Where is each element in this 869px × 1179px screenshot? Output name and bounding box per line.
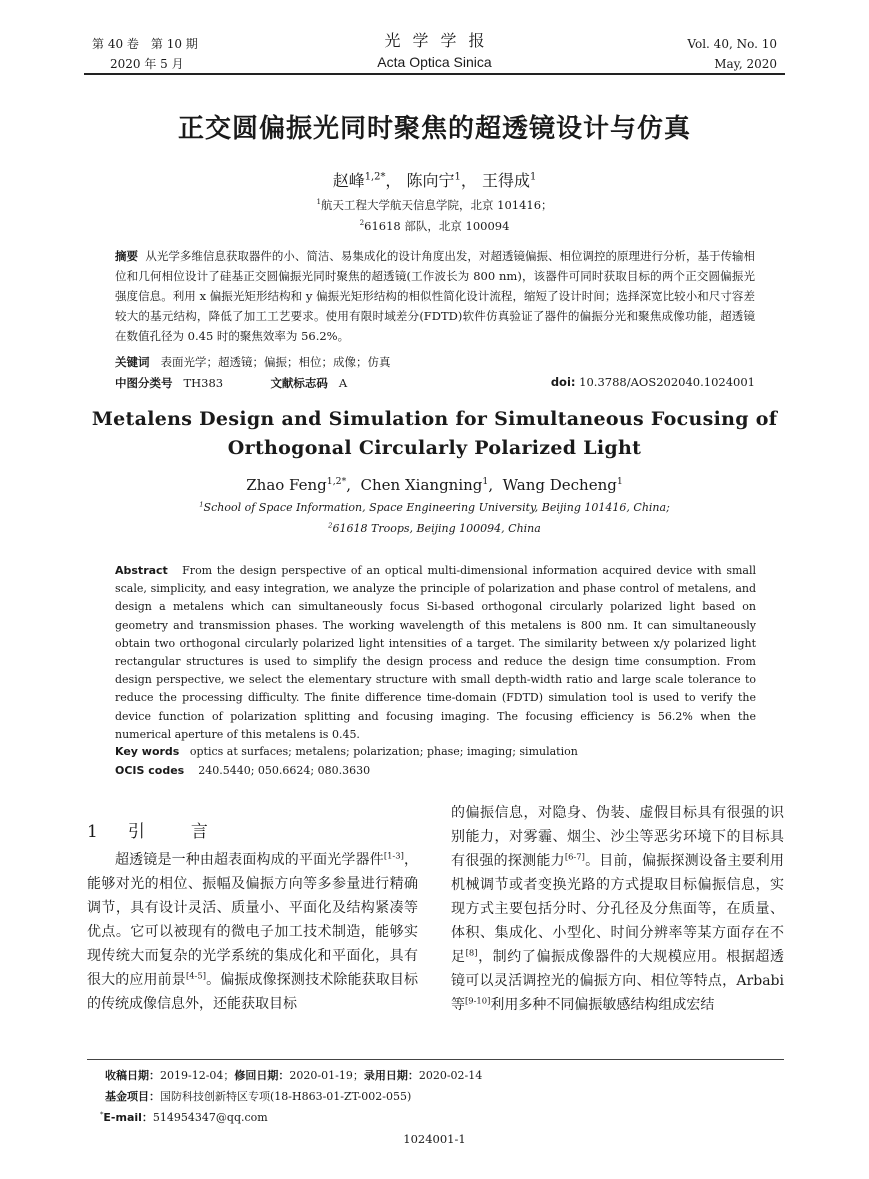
- affiliation-text: 航天工程大学航天信息学院，北京 101416；: [320, 198, 553, 212]
- citation: [1-3]: [383, 850, 404, 861]
- body-text: ，能够对光的相位、振幅及偏振方向等多参量进行精确调节，具有设计灵活、质量小、平面化及结构紧凑等优点。它可以被现有的微电子加工技术制造，能够实现传统大而复杂的光学系统的集成化和平面化，具有很大的应用前景: [87, 852, 419, 988]
- page-number: 1024001-1: [403, 1132, 466, 1146]
- author-sup: 1: [454, 171, 461, 183]
- footnote-dates: [105, 1066, 482, 1086]
- section-heading: [87, 817, 210, 842]
- citation: [9-10]: [465, 995, 491, 1006]
- ocis-values: 240.5440; 050.6624; 080.3630: [198, 764, 371, 777]
- email-address[interactable]: 514954347@qq.com: [152, 1111, 268, 1124]
- doi-value: 10.3788/AOS202040.1024001: [579, 375, 755, 389]
- section-number: 1: [87, 822, 100, 842]
- affiliation-text: 61618 部队，北京 100094: [364, 219, 510, 233]
- author-sup: 1: [529, 171, 537, 183]
- citation: [4-5]: [185, 970, 206, 981]
- doi-label: doi:: [550, 375, 576, 389]
- journal-name-cn: 光学学报: [384, 31, 497, 50]
- ocis-codes: [115, 764, 370, 777]
- affiliation-sup: 1: [199, 500, 204, 509]
- body-text: 。目前，偏振探测设备主要利用机械调节或者变换光路的方式提取目标偏振信息，实现方式主要包括分时、分孔径及分焦面等，在质量、体积、集成化、小型化、时间分辨率等某方面存在不足: [451, 853, 785, 965]
- body-text: 。偏振成像探测技术除能获取目标的传统成像信息外，还能获取目标: [87, 972, 419, 1012]
- section-title-b: 言: [190, 822, 210, 842]
- author-name: 陈向宁: [406, 171, 455, 190]
- abstract-text-cn: 从光学多维信息获取器件的小、简洁、易集成化的设计角度出发，对超透镜偏振、相位调控的原理进行分析，基于传输相位和几何相位设计了硅基正交圆偏振光同时聚焦的超透镜(工作波长为 800 nm)，该器件可同时获取目标的两个正交圆偏振光强度信息。利用 x 偏振光矩形结构和 y 偏振光矩形结构的相似性简化设计流程，缩短了设计时间；选择深宽比较小和尺寸容差较大的基元结构，降低了加工工艺要求。使用有限时域差分(FDTD)软件仿真验证了器件的偏振分光和聚焦成像功能，超透镜在数值孔径为 0.45 时的聚焦效率为 56.2%。: [115, 249, 756, 343]
- abstract-label-en: Abstract: [115, 564, 168, 577]
- doi: [551, 375, 755, 389]
- abstract-text-en: From the design perspective of an optical multi-dimensional information acquired device with small scale, simplicity, and easy integration, we analyze the principle of polarization and phase control of metalens, and design a metalens which can simultaneously focus Si-based orthogonal circularly polarized light based on geometry and transmission phases. The working wavelength of this metalens is 800 nm. It can simultaneously obtain two orthogonal circularly polarized light intensities of a target. The similarity between x/y polarized light rectangular structures is used to simplify the design process and reduce the design time consumption. From design perspective, we select the elementary structure with small depth-width ratio and large scale tolerance to reduce the processing difficulty. The finite difference time-domain (FDTD) simulation tool is used to verify the device function of polarization splitting and focusing imaging. The focusing efficiency is 56.2% when the numerical aperture of this metalens is 0.45.: [115, 564, 756, 741]
- abstract-cn: [115, 246, 755, 346]
- author-sup: 1,2*: [364, 171, 386, 183]
- doc-code: A: [338, 376, 348, 390]
- fund-text: 国防科技创新特区专项(18-H863-01-ZT-002-055): [160, 1090, 412, 1103]
- paper-title-en: [0, 405, 869, 463]
- author-sup: 1: [482, 476, 489, 487]
- affiliation-en-1: [0, 501, 869, 514]
- affiliation-en-2: [0, 522, 869, 535]
- date-cn: 2020 年 5 月: [110, 57, 184, 71]
- email-label: E-mail：: [103, 1111, 153, 1124]
- clc-code: TH383: [183, 376, 224, 390]
- affiliation-sup: 2: [328, 521, 333, 530]
- email-mark: *: [100, 1110, 104, 1119]
- body-text: 的偏振信息，对隐身、伪装、虚假目标具有很强的识别能力，对雾霾、烟尘、沙尘等恶劣环境下的目标具有很强的探测能力: [451, 805, 784, 869]
- section-title-a: 引: [127, 822, 147, 842]
- author-name: Chen Xiangning: [360, 476, 483, 494]
- journal-name-en: Acta Optica Sinica: [377, 54, 492, 70]
- author-name: Zhao Feng: [246, 476, 327, 494]
- author-separator: ,: [488, 476, 503, 494]
- paper-title-cn: 正交圆偏振光同时聚焦的超透镜设计与仿真: [177, 114, 691, 144]
- accepted-label: 录用日期：: [363, 1069, 419, 1082]
- footnote-email: [100, 1108, 268, 1128]
- clc-label: 中图分类号: [115, 376, 173, 390]
- received-label: 收稿日期：: [105, 1069, 160, 1082]
- footnote-fund: [105, 1087, 411, 1107]
- title-en-line-1: Metalens Design and Simulation for Simultaneous Focusing of: [91, 408, 778, 430]
- title-en-line-2: Orthogonal Circularly Polarized Light: [227, 437, 642, 459]
- body-column-left: [87, 848, 418, 1016]
- keywords-cn: [115, 354, 390, 370]
- keywords-text-cn: 表面光学；超透镜；偏振；相位；成像；仿真: [160, 355, 391, 369]
- abstract-en: [115, 562, 756, 744]
- keywords-label-en: Key words: [115, 745, 180, 758]
- author-separator: ,: [346, 476, 361, 494]
- author-name: 王得成: [481, 171, 530, 190]
- doc-code-label: 文献标志码: [270, 376, 328, 390]
- classification-line: [115, 375, 755, 391]
- author-separator: ，: [385, 171, 402, 190]
- affiliation-text: 61618 Troops, Beijing 100094, China: [332, 522, 541, 535]
- author-name: 赵峰: [332, 171, 365, 190]
- affiliation-cn-1: [0, 197, 869, 213]
- fund-label: 基金项目：: [105, 1090, 160, 1103]
- keywords-en: [115, 745, 578, 758]
- body-column-right: [451, 801, 784, 1017]
- volume-issue-en: Vol. 40, No. 10: [687, 37, 777, 51]
- author-name: Wang Decheng: [502, 476, 617, 494]
- revised-date: 2020-01-19；: [289, 1069, 364, 1082]
- date-en: May, 2020: [714, 57, 777, 71]
- footnote-rule: [87, 1059, 784, 1060]
- affiliation-sup: 2: [359, 218, 365, 228]
- body-text: ，制约了偏振成像器件的大规模应用。根据超透镜可以灵活调控光的偏振方向、相位等特点，Arbabi 等: [451, 949, 785, 1013]
- authors-en: [0, 476, 869, 494]
- accepted-date: 2020-02-14: [418, 1069, 483, 1082]
- affiliation-text: School of Space Information, Space Engineering University, Beijing 101416, China;: [203, 501, 670, 514]
- authors-cn: [0, 168, 869, 191]
- affiliation-cn-2: [0, 218, 869, 234]
- abstract-label-cn: 摘要: [115, 249, 139, 263]
- citation: [8]: [465, 947, 478, 958]
- author-separator: ，: [460, 171, 477, 190]
- keywords-label-cn: 关键词: [115, 355, 150, 369]
- volume-issue-cn: 第 40 卷 第 10 期: [92, 37, 198, 51]
- keywords-text-en: optics at surfaces; metalens; polarization; phase; imaging; simulation: [189, 745, 578, 758]
- body-text: 超透镜是一种由超表面构成的平面光学器件: [115, 852, 384, 868]
- affiliation-sup: 1: [316, 197, 321, 207]
- citation: [6-7]: [564, 851, 585, 862]
- author-sup: 1: [616, 476, 623, 487]
- ocis-label: OCIS codes: [115, 764, 185, 777]
- revised-label: 修回日期：: [234, 1069, 290, 1082]
- body-text: 利用多种不同偏振敏感结构组成宏结: [490, 997, 715, 1013]
- header-rule: [84, 73, 785, 75]
- header-right: [687, 34, 777, 74]
- received-date: 2019-12-04；: [160, 1069, 235, 1082]
- author-sup: 1,2*: [326, 476, 347, 487]
